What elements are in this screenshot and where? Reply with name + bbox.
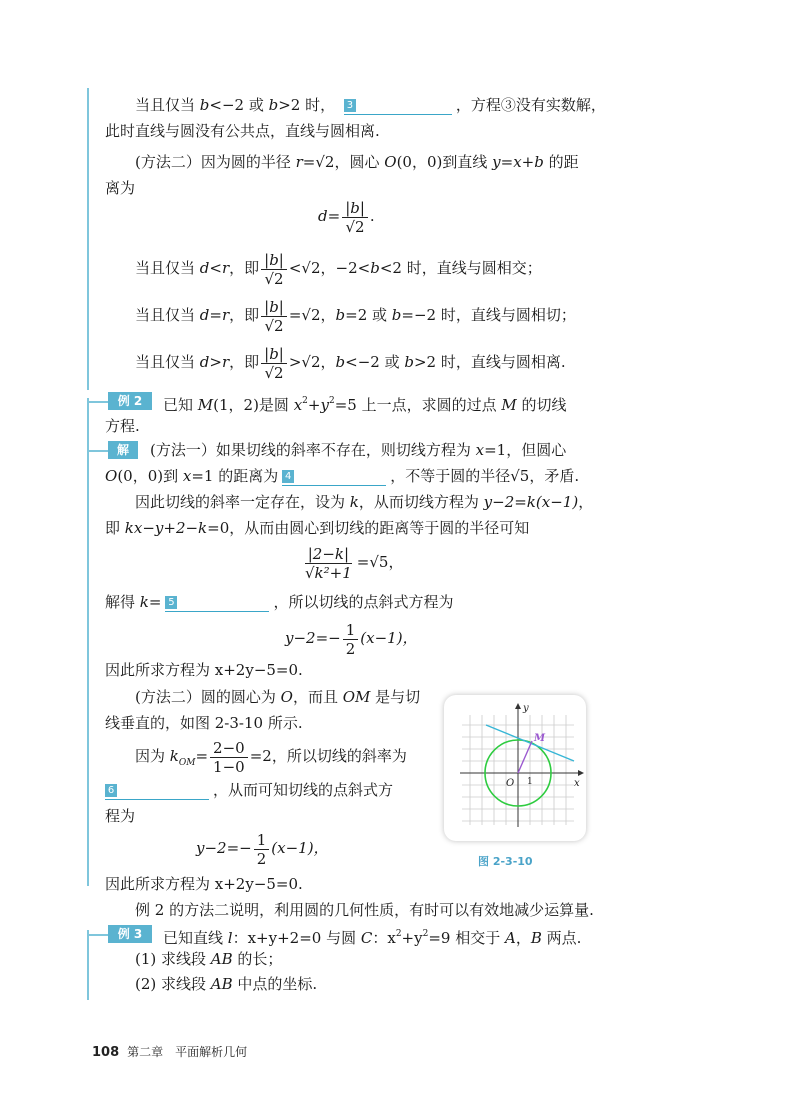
text-line: 因此所求方程为 x+2y−5=0.	[105, 661, 303, 679]
answer-blank-4[interactable]	[282, 469, 386, 486]
page-footer	[92, 1043, 247, 1060]
text-line: 因此切线的斜率一定存在，设为 k，从而切线方程为 y−2=k(x−1)，	[135, 493, 594, 511]
text-line: 因为 $k_{OM}=$ $\frac{2-0}{1-0}$ =2，所以切线的斜率为	[135, 738, 407, 776]
text-line: 解得 k= 5 ，所以切线的点斜式方程为	[105, 593, 454, 611]
answer-blank-6[interactable]	[105, 783, 209, 800]
example-3-rule	[88, 934, 108, 936]
question-1: (1) 求线段 AB 的长；	[135, 950, 283, 968]
chapter-title: 第二章 平面解析几何	[127, 1045, 248, 1059]
text-line: 6 ，从而可知切线的点斜式方	[105, 780, 393, 800]
text-line: 此时直线与圆没有公共点，直线与圆相离.	[105, 122, 380, 140]
text-line: (方法二）圆的圆心为 O，而且 OM 是与切	[135, 688, 421, 706]
example-2-tag: 例 2	[108, 392, 152, 410]
case-tangent: 当且仅当 d=r，即 $\frac{|b|}{√2}$ =√2，b=2 或 b=−2 时，直线与圆相切；	[135, 297, 576, 335]
margin-bar-top	[87, 88, 89, 390]
figure-2-3-10	[444, 695, 586, 841]
text-line: O(0，0)到 x=1 的距离为 4 ，不等于圆的半径√5，矛盾.	[105, 467, 580, 485]
example-3-tag: 例 3	[108, 925, 152, 943]
formula-tangent-line-1: y−2=− $\frac{1}{2}$ (x−1)，	[285, 620, 418, 658]
formula-tangent-distance: $\frac{|2-k|}{\text{√k²+1}}$ =√5，	[305, 544, 404, 582]
answer-blank-3[interactable]	[344, 98, 452, 115]
blank-number: 3	[344, 99, 356, 112]
y-label: y	[523, 703, 529, 714]
figure-caption: 图 2-3-10	[478, 855, 533, 868]
text-line: 线垂直的，如图 2-3-10 所示.	[105, 714, 303, 732]
coordinate-figure	[444, 695, 586, 841]
text-line: 因此所求方程为 x+2y−5=0.	[105, 875, 303, 893]
blank-number: 5	[165, 596, 177, 609]
example-2-rule	[88, 401, 108, 403]
x-label: x	[574, 778, 580, 789]
text-line: 当且仅当 b<−2 或 b>2 时， 3 ，方程③没有实数解，	[135, 96, 606, 114]
text-line: 方程.	[105, 417, 140, 435]
question-2: (2) 求线段 AB 中点的坐标.	[135, 975, 318, 993]
text-line: 程为	[105, 807, 136, 825]
text-line: 例 2 的方法二说明，利用圆的几何性质，有时可以有效地减少运算量.	[135, 901, 594, 919]
origin-label: O	[506, 778, 515, 789]
point-m-label: M	[534, 733, 546, 744]
example-2-question: 已知 M(1，2)是圆 $x^2+y^2=5$ 上一点，求圆的过点 M 的切线	[163, 396, 567, 414]
answer-blank-5[interactable]	[165, 595, 269, 612]
text-line: 离为	[105, 179, 136, 197]
tick-one-label: 1	[527, 777, 533, 787]
page-number: 108	[92, 1045, 120, 1060]
margin-bar-ex3	[87, 930, 89, 1000]
formula-tangent-line-2: y−2=− $\frac{1}{2}$ (x−1)，	[196, 830, 329, 868]
blank-number: 4	[282, 470, 294, 483]
y-axis-arrow	[515, 703, 521, 709]
x-axis-arrow	[578, 770, 584, 776]
solution-tag: 解	[108, 441, 138, 459]
formula-distance: d= $\frac{|b|}{√2}$ .	[318, 198, 375, 236]
example-3-question: 已知直线 l：x+y+2=0 与圆 C：$x^2+y^2=9$ 相交于 A，B 两点.	[163, 929, 582, 947]
case-intersect: 当且仅当 d<r，即 $\frac{|b|}{√2}$ <√2，−2<b<2 时，直线与圆相交；	[135, 250, 542, 288]
case-separate: 当且仅当 d>r，即 $\frac{|b|}{√2}$ >√2，b<−2 或 b>2 时，直线与圆相离.	[135, 344, 566, 382]
text-line: (方法二）因为圆的半径 r=√2，圆心 O(0，0)到直线 y=x+b 的距	[135, 153, 579, 171]
blank-number: 6	[105, 784, 117, 797]
solution-rule	[88, 450, 108, 452]
text-line: (方法一）如果切线的斜率不存在，则切线方程为 x=1，但圆心	[150, 441, 567, 459]
margin-bar-bottom	[87, 398, 89, 886]
text-line: 即 kx−y+2−k=0，从而由圆心到切线的距离等于圆的半径可知	[105, 519, 530, 537]
